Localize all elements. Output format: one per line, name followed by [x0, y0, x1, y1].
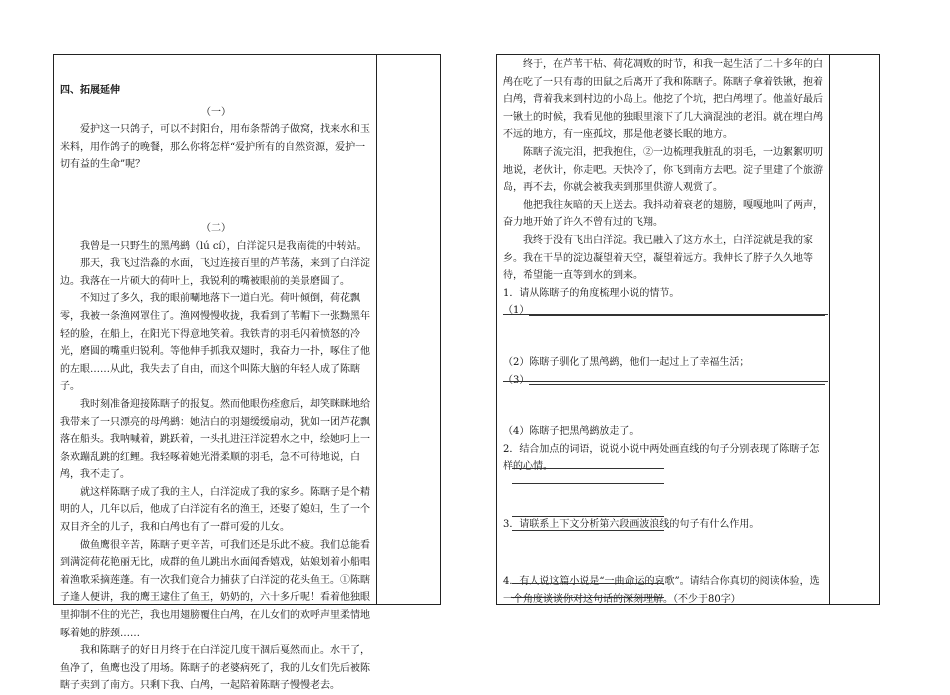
- answer-space[interactable]: [503, 533, 825, 573]
- q1-item-1: [503, 302, 825, 320]
- answer-space[interactable]: [503, 320, 825, 354]
- story-paragraph: 我时刻准备迎接陈瞎子的报复。然而他眼伤痊愈后，却笑眯眯地给我带来了一只漂亮的母鸬鹚：她洁白的羽翅缓缓扇动，犹如一团芦花飘落在船头。我呐喊着，跳跃着，一头扎进汪洋淀碧水之中，绘她叼上一条欢蹦乱跳的红鲤。我轻啄着她光滑柔顺的羽毛，急不可待地说，白鸬，我不走了。: [60, 398, 370, 481]
- right-content: [503, 56, 825, 609]
- part1-heading: （一）: [201, 106, 231, 118]
- answer-line[interactable]: [503, 314, 828, 315]
- part1-text: 爱护这一只鸽子，可以不封阳台，用布条帮鸽子做窝，找来水和玉米料，用作鸽子的晚餐，那么你将怎样“爱护所有的自然资源，爱护一切有益的生命”呢？: [60, 124, 370, 171]
- left-content: [60, 82, 372, 695]
- question-1: 1．请从陈瞎子的角度梳理小说的情节。: [503, 287, 680, 299]
- q1-item-4: （4）陈瞎子把黑鸬鹚放走了。: [503, 426, 640, 438]
- question-4: 4．有人说这篇小说是“一曲命运的哀歌”。请结合你真切的阅读体验，选一个角度谈谈你对这句话的深刻理解。（不少于80字）: [503, 576, 820, 606]
- question-2: 2．结合加点的词语，说说小说中两处画直线的句子分别表现了陈瞎子怎样的心情。: [503, 443, 820, 473]
- q1-item-1-label: （1）: [503, 305, 530, 317]
- q1-item-3-label: （3）: [503, 374, 530, 386]
- answer-line[interactable]: [512, 597, 664, 598]
- story-paragraph: 终于，在芦苇干枯、荷花凋败的时节，和我一起生活了二十多年的白鸬在吃了一只有毒的田鼠之后离开了我和陈瞎子。陈瞎子拿着铁锹，抱着白鸬，背着我来到村边的小岛上。他挖了个坑，把白鸬埋了。他盖好最后一锹土的时候，我看见他的独眼里滚下了几大滴混浊的老泪。就在埋白鸬不远的地方，有一座孤坟，那是他老婆长眠的地方。: [503, 59, 823, 141]
- answer-line[interactable]: [512, 516, 664, 517]
- story-paragraph: 我终于没有飞出白洋淀。我已融入了这方水土，白洋淀就是我的家乡。我在干旱的淀边凝望着天空，凝望着远方。我伸长了脖子久久地等待，希望能一直等到水的到来。: [503, 234, 813, 282]
- section-title: 四、拓展延伸: [60, 85, 120, 96]
- answer-line[interactable]: [512, 468, 664, 469]
- answer-line[interactable]: [512, 530, 664, 531]
- story-paragraph: 那天，我飞过浩淼的水面，飞过连接百里的芦苇荡，来到了白洋淀边。我落在一片硕大的荷叶上，我锐利的嘴被眼前的美景磨圆了。: [60, 258, 370, 287]
- answer-space[interactable]: [503, 476, 825, 516]
- story-paragraph: 做鱼鹰很辛苦，陈瞎子更辛苦，可我们还是乐此不疲。我们总能看到满淀荷花艳丽无比，成群的鱼儿跳出水面闻香嬉戏，姑娘划着小船唱着渔歌采摘莲蓬。有一次我们竟合力捕获了白洋淀的花头鱼王。①陈瞎子逢人便讲，我的鹰王逮住了鱼王，奶奶的，六十多斤呢！看着他独眼里抑制不住的光芒，我也用翅膀覆住白鸬，在儿女们的欢呼声里柔情地啄着她的脖颈……: [60, 539, 370, 639]
- answer-line[interactable]: [512, 583, 664, 584]
- part2-heading: （二）: [201, 222, 231, 234]
- story-paragraph: 就这样陈瞎子成了我的主人，白洋淀成了我的家乡。陈瞎子是个精明的人，几年以后，他成了白洋淀有名的渔王，还娶了媳妇，生了一个双目齐全的儿子，我和白鸬也有了一群可爱的儿女。: [60, 486, 370, 534]
- answer-space[interactable]: [503, 389, 825, 423]
- question-3: 3．请联系上下文分析第六段画波浪线的句子有什么作用。: [503, 518, 760, 530]
- answer-line[interactable]: [529, 383, 825, 385]
- q1-item-2: （2）陈瞎子驯化了黑鸬鹚，他们一起过上了幸福生活；: [503, 356, 750, 368]
- answer-line[interactable]: [512, 483, 664, 484]
- left-margin-column: [376, 54, 377, 605]
- right-margin-column: [829, 54, 830, 605]
- story-paragraph: 不知过了多久，我的眼前唰地落下一道白光。荷叶倾倒，荷花飘零，我被一条渔网罩住了。渔网慢慢收拢，我看到了苇帽下一张黝黑年轻的脸，在船上，在阳光下得意地笑着。我铁青的羽毛闪着愤怒的冷光，磨圆的嘴重归锐利。等他伸手抓我双翅时，我奋力一扑，啄住了他的左眼……从此，我失去了自由，而这个叫陈大脑的年轻人成了陈瞎子。: [60, 293, 370, 393]
- story-paragraph: 我和陈瞎子的好日月终于在白洋淀几度干涸后戛然而止。水干了，鱼净了，鱼鹰也没了用场。陈瞎子的老婆病死了，我的儿女们先后被陈瞎子卖到了南方。只剩下我、白鸬，一起陪着陈瞎子慢慢老去。: [60, 645, 370, 692]
- story-paragraph: 陈瞎子流完泪，把我抱住，②一边梳理我脏乱的羽毛，一边絮絮叨叨地说，老伙计，你走吧。天快冷了，你飞到南方去吧。淀子里建了个旅游岛，再不去，你就会被我卖到那里供游人观赏了。: [503, 146, 823, 194]
- story-paragraph: 他把我往灰暗的天上送去。我抖动着衰老的翅膀，嘎嘎地叫了两声，奋力地开始了许久不曾有过的飞翔。: [503, 199, 823, 229]
- story-paragraph: 我曾是一只野生的黑鸬鹚（lú cí），白洋淀只是我南徙的中转站。: [80, 240, 367, 252]
- answer-line[interactable]: [503, 381, 828, 382]
